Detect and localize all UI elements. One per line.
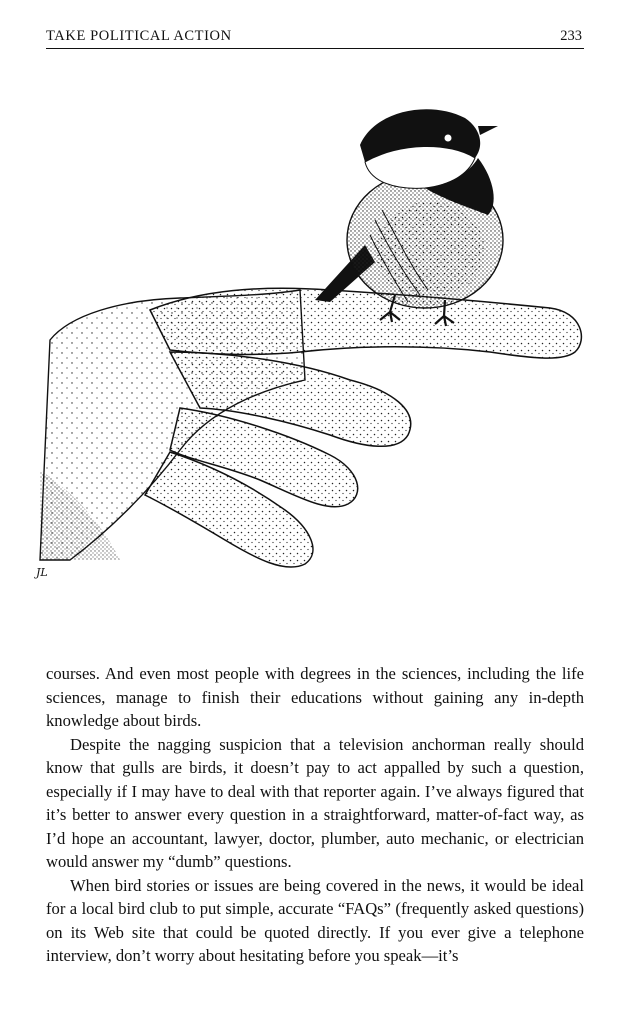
chickadee-illustration [30, 90, 590, 590]
bird-eye [445, 135, 452, 142]
paragraph: courses. And even most people with degrees in the sciences, including the life sciences, manage to finish their educations without gaining any in-depth knowledge about birds. [46, 664, 584, 730]
page-number: 233 [560, 28, 582, 44]
body-text [46, 662, 584, 968]
bird-beak [478, 126, 498, 135]
running-title: TAKE POLITICAL ACTION [46, 28, 232, 44]
paragraph: Despite the nagging suspicion that a television anchorman really should know that gulls are birds, it doesn’t pay to act appalled by such a question, especially if I may have to deal with that reporter again. I’ve always figured that it’s better to answer every question in a straightforward, matter-of-fact way, as I’d hope an accountant, lawyer, doctor, plumber, auto mechanic, or electrician would answer my “dumb” questions. [46, 734, 584, 871]
running-head [46, 28, 584, 49]
index-finger [150, 288, 581, 358]
artist-initials: JL [36, 566, 48, 579]
paragraph: When bird stories or issues are being covered in the news, it would be ideal for a local bird club to put simple, accurate “FAQs” (frequently asked questions) on its Web site that could be quoted directly. If you ever give a telephone interview, don’t worry about hesitating before you speak—it’s [46, 875, 584, 965]
